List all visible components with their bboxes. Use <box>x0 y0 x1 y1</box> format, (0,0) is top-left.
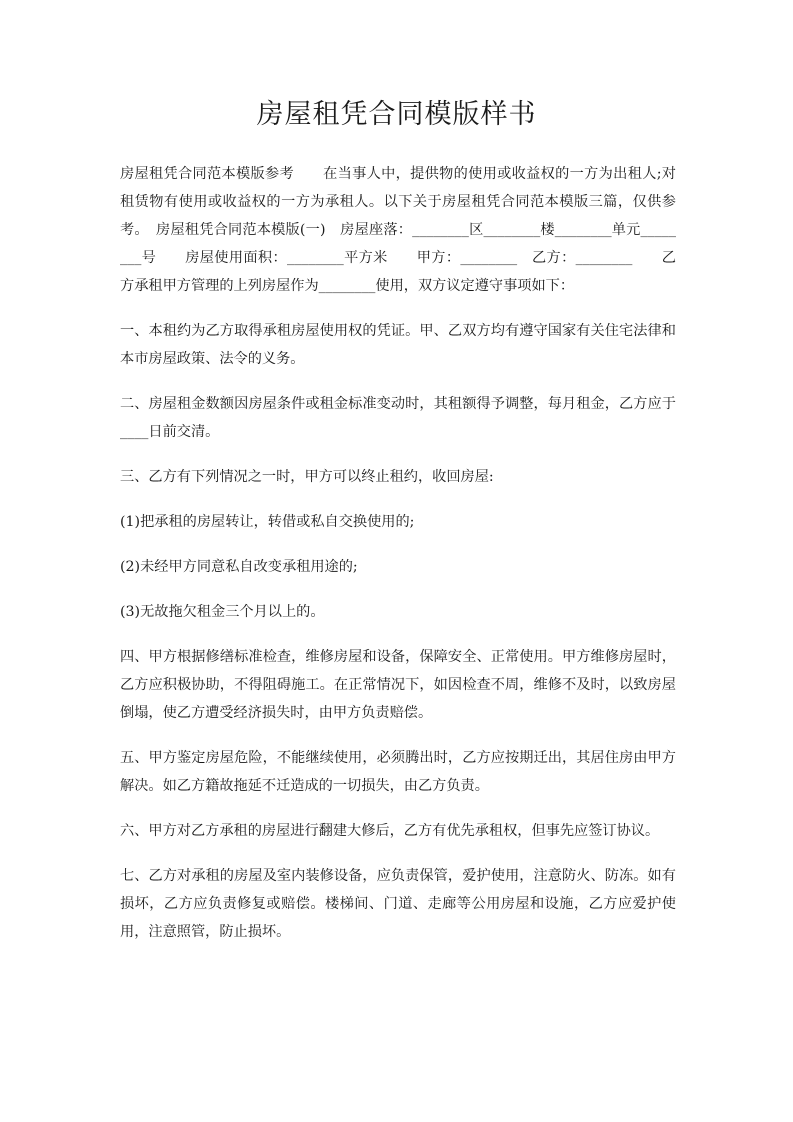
document-body <box>120 160 676 963</box>
clause-3-item-3: (3)无故拖欠租金三个月以上的。 <box>120 604 325 620</box>
clause-3-paragraph: 三、乙方有下列情况之一时，甲方可以终止租约，收回房屋: <box>120 469 494 485</box>
clause-1-paragraph: 一、本租约为乙方取得承租房屋使用权的凭证。甲、乙双方均有遵守国家有关住宅法律和本市房屋政策、法令的义务。 <box>120 323 676 367</box>
clause-6-paragraph: 六、甲方对乙方承租的房屋进行翻建大修后，乙方有优先承租权，但事先应签订协议。 <box>120 823 660 839</box>
clause-5-paragraph: 五、甲方鉴定房屋危险，不能继续使用，必须腾出时，乙方应按期迁出，其居住房由甲方解决。如乙方籍故拖延不迁造成的一切损失，由乙方负责。 <box>120 750 676 794</box>
clause-2-paragraph: 二、房屋租金数额因房屋条件或租金标准变动时，其租额得予调整，每月租金，乙方应于____日前交清。 <box>120 396 676 440</box>
clause-7-paragraph: 七、乙方对承租的房屋及室内装修设备，应负责保管，爱护使用，注意防火、防冻。如有损坏，乙方应负责修复或赔偿。楼梯间、门道、走廊等公用房屋和设施，乙方应爱护使用，注意照管，防止损坏。 <box>120 868 676 940</box>
clause-4-paragraph: 四、甲方根据修缮标准检查，维修房屋和设备，保障安全、正常使用。甲方维修房屋时，乙方应积极协助，不得阻碍施工。在正常情况下，如因检查不周，维修不及时，以致房屋倒塌，使乙方遭受经济损失时，由甲方负责赔偿。 <box>120 649 676 721</box>
intro-paragraph: 房屋租凭合同范本模版参考 在当事人中，提供物的使用或收益权的一方为出租人;对租赁物有使用或收益权的一方为承租人。以下关于房屋租凭合同范本模版三篇，仅供参考。 房屋租凭合同范本模版(一) 房屋座落：________区________楼________单元________号 房屋使用面积：________平方米 甲方：________ 乙方：________ 乙方承租甲方管理的上列房屋作为________使用，双方议定遵守事项如下： <box>120 166 676 294</box>
document-title: 房屋租凭合同模版样书 <box>256 99 537 130</box>
clause-3-item-2: (2)未经甲方同意私自改变承租用途的; <box>120 559 358 575</box>
clause-3-item-1: (1)把承租的房屋转让，转借或私自交换使用的; <box>120 514 415 530</box>
